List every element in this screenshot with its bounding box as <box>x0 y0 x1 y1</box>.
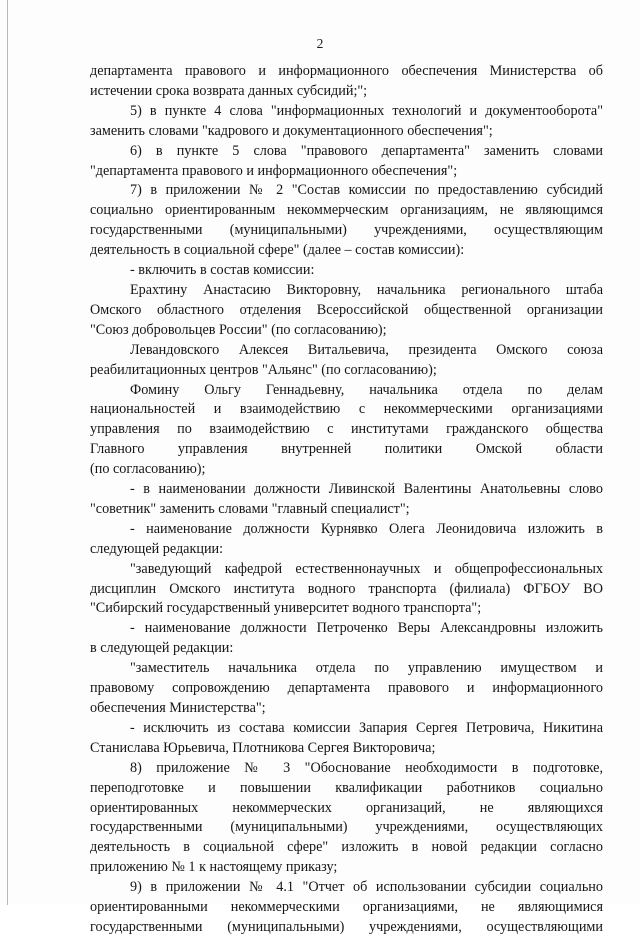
text-line: заменить словами "кадрового и документационного обеспечения"; <box>90 122 493 139</box>
text-line: - наименование должности Курнявко Олега Леонидовича изложить в <box>130 520 603 537</box>
text-line: Ерахтину Анастасию Викторовну, начальника регионального штаба <box>130 281 603 298</box>
text-line: следующей редакции: <box>90 540 224 557</box>
text-line: "заместитель начальника отдела по управлению имуществом и <box>130 660 603 677</box>
text-line: государственными (муниципальными) учреждениями, осуществляющими <box>90 918 603 935</box>
text-line: национальностей и взаимодействию с некоммерческими организациями <box>90 401 603 418</box>
text-line: государственными (муниципальными) учреждениями, осуществляющим <box>90 222 603 239</box>
text-line: (по согласованию); <box>90 461 206 478</box>
text-line: деятельность в социальной сфере" (далее – состав комиссии): <box>90 242 465 259</box>
text-line: социально ориентированным некоммерческим организациям, не являющимся <box>90 202 603 219</box>
text-line: правовому сопровождению департамента правового и информационного <box>90 680 603 697</box>
text-line: Левандовского Алексея Витальевича, президента Омского союза <box>130 341 603 358</box>
text-line: истечении срока возврата данных субсидий;"; <box>90 82 368 99</box>
text-line: департамента правового и информационного обеспечения Министерства об <box>90 63 603 79</box>
text-line: "Сибирский государственный университет водного транспорта"; <box>90 600 482 617</box>
text-line: государственными (муниципальными) учреждениями, осуществляющих <box>90 819 603 836</box>
text-line: 8) приложение № 3 "Обоснование необходимости в подготовке, <box>130 759 603 776</box>
text-line: обеспечения Министерства"; <box>90 700 266 716</box>
text-line: деятельность в социальной сфере" изложить в новой редакции согласно <box>90 839 603 856</box>
document-body <box>90 62 603 938</box>
text-line: Станислава Юрьевича, Плотникова Сергея Викторовича; <box>90 739 436 756</box>
text-line: "Союз добровольцев России" (по согласованию); <box>90 321 387 338</box>
text-line: в следующей редакции: <box>90 640 234 657</box>
text-line: дисциплин Омского института водного транспорта (филиала) ФГБОУ ВО <box>90 580 603 597</box>
text-line: "советник" заменить словами "главный специалист"; <box>90 500 410 517</box>
text-line: "заведующий кафедрой естественнонаучных и общепрофессиональных <box>130 560 603 577</box>
text-line: - наименование должности Петроченко Веры Александровны изложить <box>130 620 603 637</box>
text-line: - в наименовании должности Ливинской Валентины Анатольевны слово <box>130 481 603 498</box>
text-line: - исключить из состава комиссии Запария Сергея Петровича, Никитина <box>130 719 603 736</box>
text-line: 7) в приложении № 2 "Состав комиссии по предоставлению субсидий <box>130 182 603 199</box>
text-line: "департамента правового и информационного обеспечения"; <box>90 162 458 179</box>
text-line: Фомину Ольгу Геннадьевну, начальника отдела по делам <box>130 381 603 398</box>
scan-edge-line <box>7 0 8 905</box>
text-line: реабилитационных центров "Альянс" (по согласованию); <box>90 361 437 378</box>
text-line: ориентированными некоммерческими организациями, не являющимися <box>90 899 603 916</box>
text-line: Омского областного отделения Всероссийской общественной организации <box>90 301 603 318</box>
text-line: Главного управления внутренней политики Омской области <box>90 441 603 458</box>
text-line: - включить в состав комиссии: <box>130 262 315 279</box>
text-line: 6) в пункте 5 слова "правового департамента" заменить словами <box>130 142 603 159</box>
text-line: управления по взаимодействию с институтами гражданского общества <box>90 421 603 438</box>
text-line: ориентированных некоммерческих организаций, не являющихся <box>90 799 603 816</box>
page-number: 2 <box>316 36 324 51</box>
text-line: 9) в приложении № 4.1 "Отчет об использовании субсидии социально <box>130 879 603 896</box>
text-line: переподготовке и повышении квалификации работников социально <box>90 779 603 796</box>
text-line: приложению № 1 к настоящему приказу; <box>90 859 338 876</box>
text-line: 5) в пункте 4 слова "информационных технологий и документооборота" <box>130 102 603 119</box>
